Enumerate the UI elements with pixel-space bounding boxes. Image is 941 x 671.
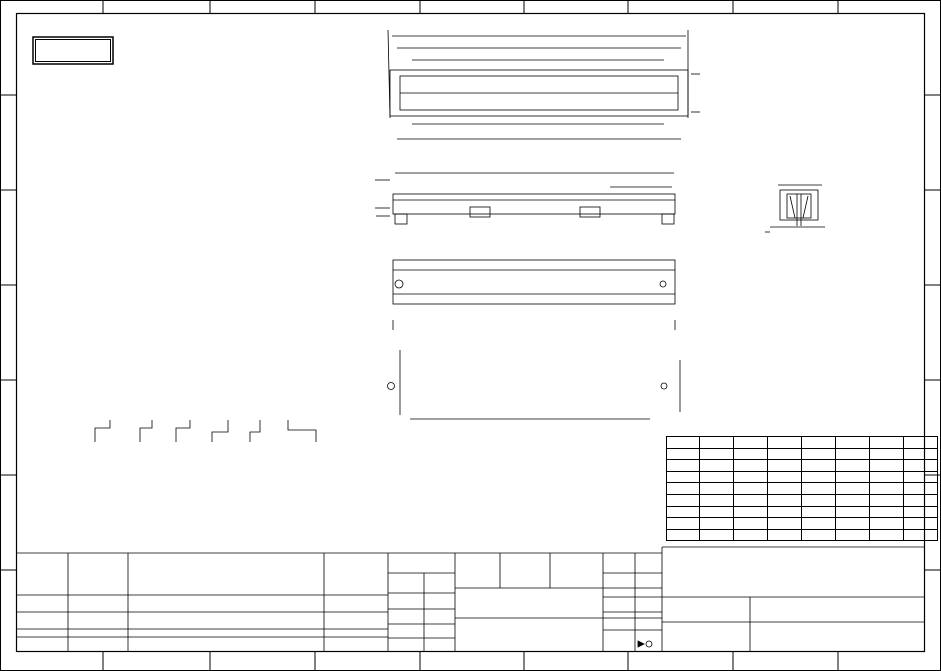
table-cell <box>768 471 802 483</box>
table-row <box>667 460 938 472</box>
table-cell <box>734 460 768 472</box>
table-cell <box>836 518 870 530</box>
table-cell <box>836 506 870 518</box>
table-cell <box>904 529 938 541</box>
table-cell <box>667 506 700 518</box>
table-header <box>667 437 700 449</box>
table-cell <box>768 483 802 495</box>
table-cell <box>700 471 734 483</box>
table-row <box>667 506 938 518</box>
table-cell <box>802 448 836 460</box>
table-cell <box>700 506 734 518</box>
table-cell <box>734 518 768 530</box>
table-cell <box>870 483 904 495</box>
table-cell <box>734 529 768 541</box>
table-cell <box>667 494 700 506</box>
table-cell <box>870 529 904 541</box>
end-view <box>765 185 825 232</box>
table-row <box>667 471 938 483</box>
table-header-row <box>667 437 938 449</box>
table-cell <box>802 460 836 472</box>
table-header <box>870 437 904 449</box>
table-cell <box>700 448 734 460</box>
table-cell <box>700 494 734 506</box>
table-cell <box>734 471 768 483</box>
table-cell <box>667 471 700 483</box>
table-cell <box>802 471 836 483</box>
table-cell <box>836 448 870 460</box>
table-cell <box>870 471 904 483</box>
table-cell <box>870 518 904 530</box>
table-row <box>667 529 938 541</box>
table-cell <box>836 529 870 541</box>
table-row <box>667 518 938 530</box>
table-header <box>768 437 802 449</box>
table-cell <box>802 494 836 506</box>
table-cell <box>870 494 904 506</box>
table-cell <box>802 506 836 518</box>
table-cell <box>667 529 700 541</box>
table-cell <box>870 448 904 460</box>
table-row <box>667 448 938 460</box>
table-header <box>700 437 734 449</box>
table-cell <box>802 518 836 530</box>
table-cell <box>700 518 734 530</box>
table-cell <box>734 506 768 518</box>
table-header <box>836 437 870 449</box>
table-row <box>667 483 938 495</box>
table-cell <box>836 494 870 506</box>
table-cell <box>700 483 734 495</box>
table-cell <box>870 506 904 518</box>
table-cell <box>734 448 768 460</box>
pin-dimension-table <box>666 436 938 541</box>
title-block-grid <box>17 547 924 651</box>
table-header <box>802 437 836 449</box>
ordering-leaders <box>95 420 316 442</box>
table-cell <box>667 448 700 460</box>
table-cell <box>667 483 700 495</box>
table-header <box>904 437 938 449</box>
table-cell <box>768 494 802 506</box>
table-cell <box>734 494 768 506</box>
table-cell <box>667 518 700 530</box>
pcb-layout <box>388 350 681 419</box>
table-cell <box>667 460 700 472</box>
table-cell <box>904 448 938 460</box>
table-cell <box>904 506 938 518</box>
table-cell <box>802 529 836 541</box>
table-row <box>667 494 938 506</box>
table-cell <box>768 506 802 518</box>
table-cell <box>700 460 734 472</box>
table-cell <box>768 460 802 472</box>
table-cell <box>836 460 870 472</box>
bottom-view <box>393 260 675 330</box>
table-cell <box>802 483 836 495</box>
table-cell <box>768 529 802 541</box>
table-cell <box>768 448 802 460</box>
table-cell <box>836 483 870 495</box>
table-cell <box>734 483 768 495</box>
top-view <box>388 30 700 139</box>
table-cell <box>904 518 938 530</box>
table-cell <box>904 460 938 472</box>
table-cell <box>836 471 870 483</box>
side-view <box>375 173 675 224</box>
table-cell <box>870 460 904 472</box>
table-cell <box>904 471 938 483</box>
table-cell <box>904 483 938 495</box>
table-cell <box>768 518 802 530</box>
table-cell <box>904 494 938 506</box>
table-header <box>734 437 768 449</box>
table-cell <box>700 529 734 541</box>
